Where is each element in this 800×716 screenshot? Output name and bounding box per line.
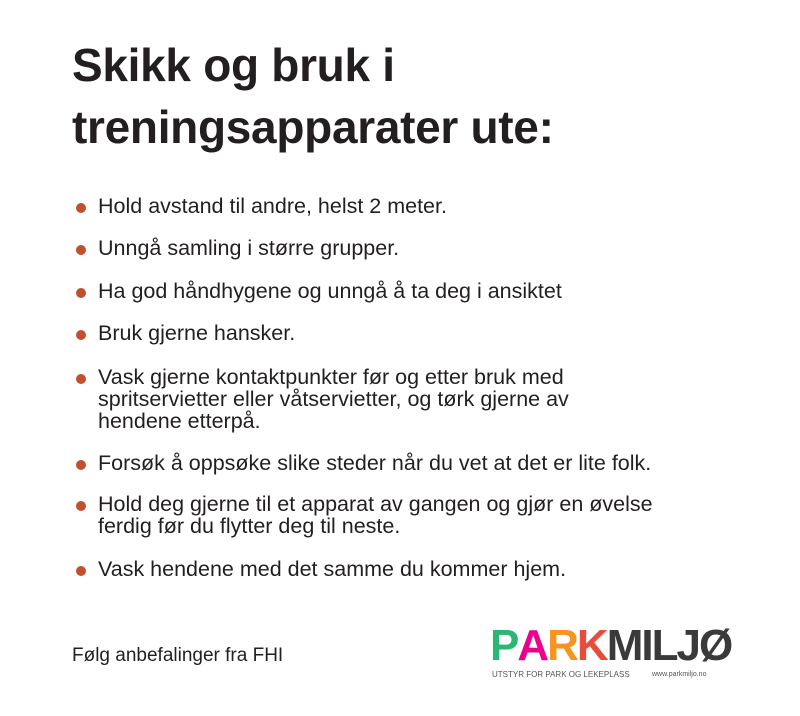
parkmiljo-logo bbox=[490, 621, 732, 684]
logo-letter: M bbox=[606, 621, 642, 670]
title-line-2: treningsapparater ute: bbox=[72, 101, 554, 153]
logo-wordmark bbox=[490, 621, 732, 670]
bullet-dot-icon bbox=[76, 460, 86, 470]
logo-letter: I bbox=[641, 621, 652, 670]
list-item bbox=[74, 452, 734, 474]
logo-letter: L bbox=[651, 621, 677, 670]
logo-website: www.parkmiljo.no bbox=[652, 671, 707, 678]
logo-letter: J bbox=[676, 621, 699, 670]
list-item bbox=[74, 322, 734, 344]
fhi-recommendation-text: Følg anbefalinger fra FHI bbox=[72, 645, 284, 666]
logo-letter: K bbox=[576, 621, 607, 670]
page-title bbox=[72, 34, 752, 158]
bullet-dot-icon bbox=[76, 566, 86, 576]
list-item bbox=[74, 280, 734, 302]
list-item-text: Bruk gjerne hansker. bbox=[98, 321, 296, 345]
list-item bbox=[74, 558, 734, 580]
list-item bbox=[74, 237, 734, 259]
title-line-1: Skikk og bruk i bbox=[72, 39, 395, 91]
bullet-dot-icon bbox=[76, 203, 86, 213]
bullet-dot-icon bbox=[76, 245, 86, 255]
logo-letter: P bbox=[490, 621, 518, 670]
list-item-text: Hold deg gjerne til et apparat av gangen og gjør en øvelse ferdig før du flytter deg til neste. bbox=[98, 492, 653, 538]
list-item bbox=[74, 366, 734, 432]
logo-letter: A bbox=[517, 621, 548, 670]
list-item-text: Hold avstand til andre, helst 2 meter. bbox=[98, 194, 447, 218]
list-item-text: Unngå samling i større grupper. bbox=[98, 236, 400, 260]
bullet-dot-icon bbox=[76, 330, 86, 340]
logo-letter: Ø bbox=[698, 621, 732, 670]
logo-tagline: UTSTYR FOR PARK OG LEKEPLASS bbox=[492, 670, 630, 679]
list-item bbox=[74, 493, 734, 537]
list-item-text: Vask hendene med det samme du kommer hjem. bbox=[98, 557, 567, 581]
bullet-dot-icon bbox=[76, 374, 86, 384]
logo-tagline-row bbox=[490, 670, 720, 680]
list-item-text: Vask gjerne kontaktpunkter før og etter bruk med spritservietter eller våtservietter, og tørk gjerne av hendene etterpå. bbox=[98, 365, 569, 433]
bullet-dot-icon bbox=[76, 501, 86, 511]
logo-letter: R bbox=[547, 621, 577, 670]
bullet-dot-icon bbox=[76, 288, 86, 298]
list-item bbox=[74, 195, 734, 217]
list-item-text: Ha god håndhygene og unngå å ta deg i ansiktet bbox=[98, 279, 562, 303]
list-item-text: Forsøk å oppsøke slike steder når du vet at det er lite folk. bbox=[98, 451, 652, 475]
